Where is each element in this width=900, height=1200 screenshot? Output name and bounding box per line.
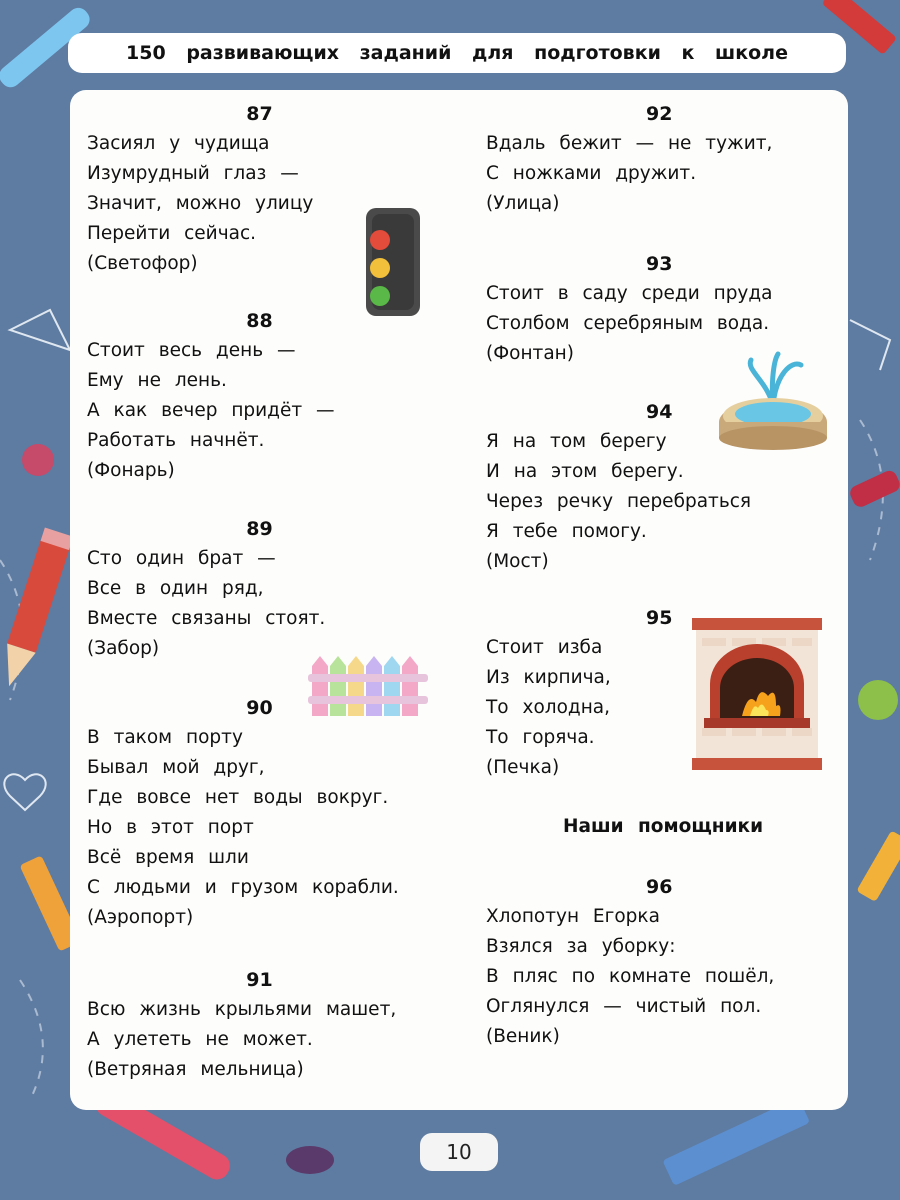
riddle-line: Я на том берегу xyxy=(486,431,667,452)
riddle-line: С людьми и грузом корабли. xyxy=(87,877,399,898)
riddle-line: То горяча. xyxy=(486,727,595,748)
riddle-number: 91 xyxy=(246,969,273,991)
riddle-96 xyxy=(486,872,831,1052)
riddle-line: Стоит изба xyxy=(486,637,603,658)
fence-icon xyxy=(308,652,428,718)
riddle-line: А как вечер придёт — xyxy=(87,400,335,421)
riddle-line: Через речку перебраться xyxy=(486,491,752,512)
riddle-line: И на этом берегу. xyxy=(486,461,684,482)
riddle-88 xyxy=(87,306,432,486)
riddle-92 xyxy=(486,99,831,219)
riddle-answer: (Фонарь) xyxy=(87,460,175,481)
riddle-line: Хлопотун Егорка xyxy=(486,906,660,927)
riddle-line: Работать начнёт. xyxy=(87,430,265,451)
fountain-icon xyxy=(716,350,830,452)
riddle-line: Ему не лень. xyxy=(87,370,227,391)
page-header xyxy=(68,33,846,73)
riddle-number: 90 xyxy=(246,697,273,719)
riddle-line: Вместе связаны стоят. xyxy=(87,608,326,629)
riddle-line: Из кирпича, xyxy=(486,667,611,688)
riddle-line: Засиял у чудища xyxy=(87,133,270,154)
riddle-line: Всё время шли xyxy=(87,847,249,868)
riddle-number: 93 xyxy=(646,253,673,275)
riddle-line: А улететь не может. xyxy=(87,1029,313,1050)
riddle-line: Вдаль бежит — не тужит, xyxy=(486,133,773,154)
riddle-number: 88 xyxy=(246,310,273,332)
riddle-line: Сто один брат — xyxy=(87,548,276,569)
riddle-answer: (Фонтан) xyxy=(486,343,574,364)
riddle-line: Перейти сейчас. xyxy=(87,223,257,244)
riddle-line: Где вовсе нет воды вокруг. xyxy=(87,787,389,808)
riddle-91 xyxy=(87,965,432,1085)
riddle-line: Стоит весь день — xyxy=(87,340,296,361)
riddle-number: 96 xyxy=(646,876,673,898)
riddle-answer: (Ветряная мельница) xyxy=(87,1059,304,1080)
traffic-light-icon xyxy=(362,206,424,318)
riddle-answer: (Печка) xyxy=(486,757,560,778)
page-number: 10 xyxy=(420,1133,498,1171)
riddle-90 xyxy=(87,693,432,933)
riddle-line: Но в этот порт xyxy=(87,817,254,838)
riddle-89 xyxy=(87,514,432,664)
riddle-line: Я тебе помогу. xyxy=(486,521,647,542)
riddle-line: С ножками дружит. xyxy=(486,163,697,184)
riddle-line: Всю жизнь крыльями машет, xyxy=(87,999,397,1020)
riddle-number: 92 xyxy=(646,103,673,125)
riddle-answer: (Веник) xyxy=(486,1026,560,1047)
riddle-answer: (Мост) xyxy=(486,551,549,572)
riddle-line: То холодна, xyxy=(486,697,611,718)
riddle-number: 89 xyxy=(246,518,273,540)
riddle-line: В пляс по комнате пошёл, xyxy=(486,966,775,987)
riddle-line: Столбом серебряным вода. xyxy=(486,313,770,334)
riddle-number: 87 xyxy=(246,103,273,125)
riddle-line: Все в один ряд, xyxy=(87,578,264,599)
riddle-line: В таком порту xyxy=(87,727,243,748)
section-title: Наши помощники xyxy=(563,816,764,837)
riddle-line: Изумрудный глаз — xyxy=(87,163,299,184)
riddle-line: Взялся за уборку: xyxy=(486,936,676,957)
brick-oven-icon xyxy=(692,618,822,770)
riddle-answer: (Улица) xyxy=(486,193,560,214)
riddle-answer: (Аэропорт) xyxy=(87,907,194,928)
riddle-line: Стоит в саду среди пруда xyxy=(486,283,773,304)
riddle-number: 94 xyxy=(646,401,673,423)
riddle-number: 95 xyxy=(646,607,673,629)
riddle-line: Значит, можно улицу xyxy=(87,193,314,214)
book-title: 150 развивающих заданий для подготовки к школе xyxy=(126,42,788,64)
riddle-answer: (Забор) xyxy=(87,638,160,659)
riddle-line: Бывал мой друг, xyxy=(87,757,265,778)
riddle-line: Оглянулся — чистый пол. xyxy=(486,996,762,1017)
riddle-answer: (Светофор) xyxy=(87,253,198,274)
